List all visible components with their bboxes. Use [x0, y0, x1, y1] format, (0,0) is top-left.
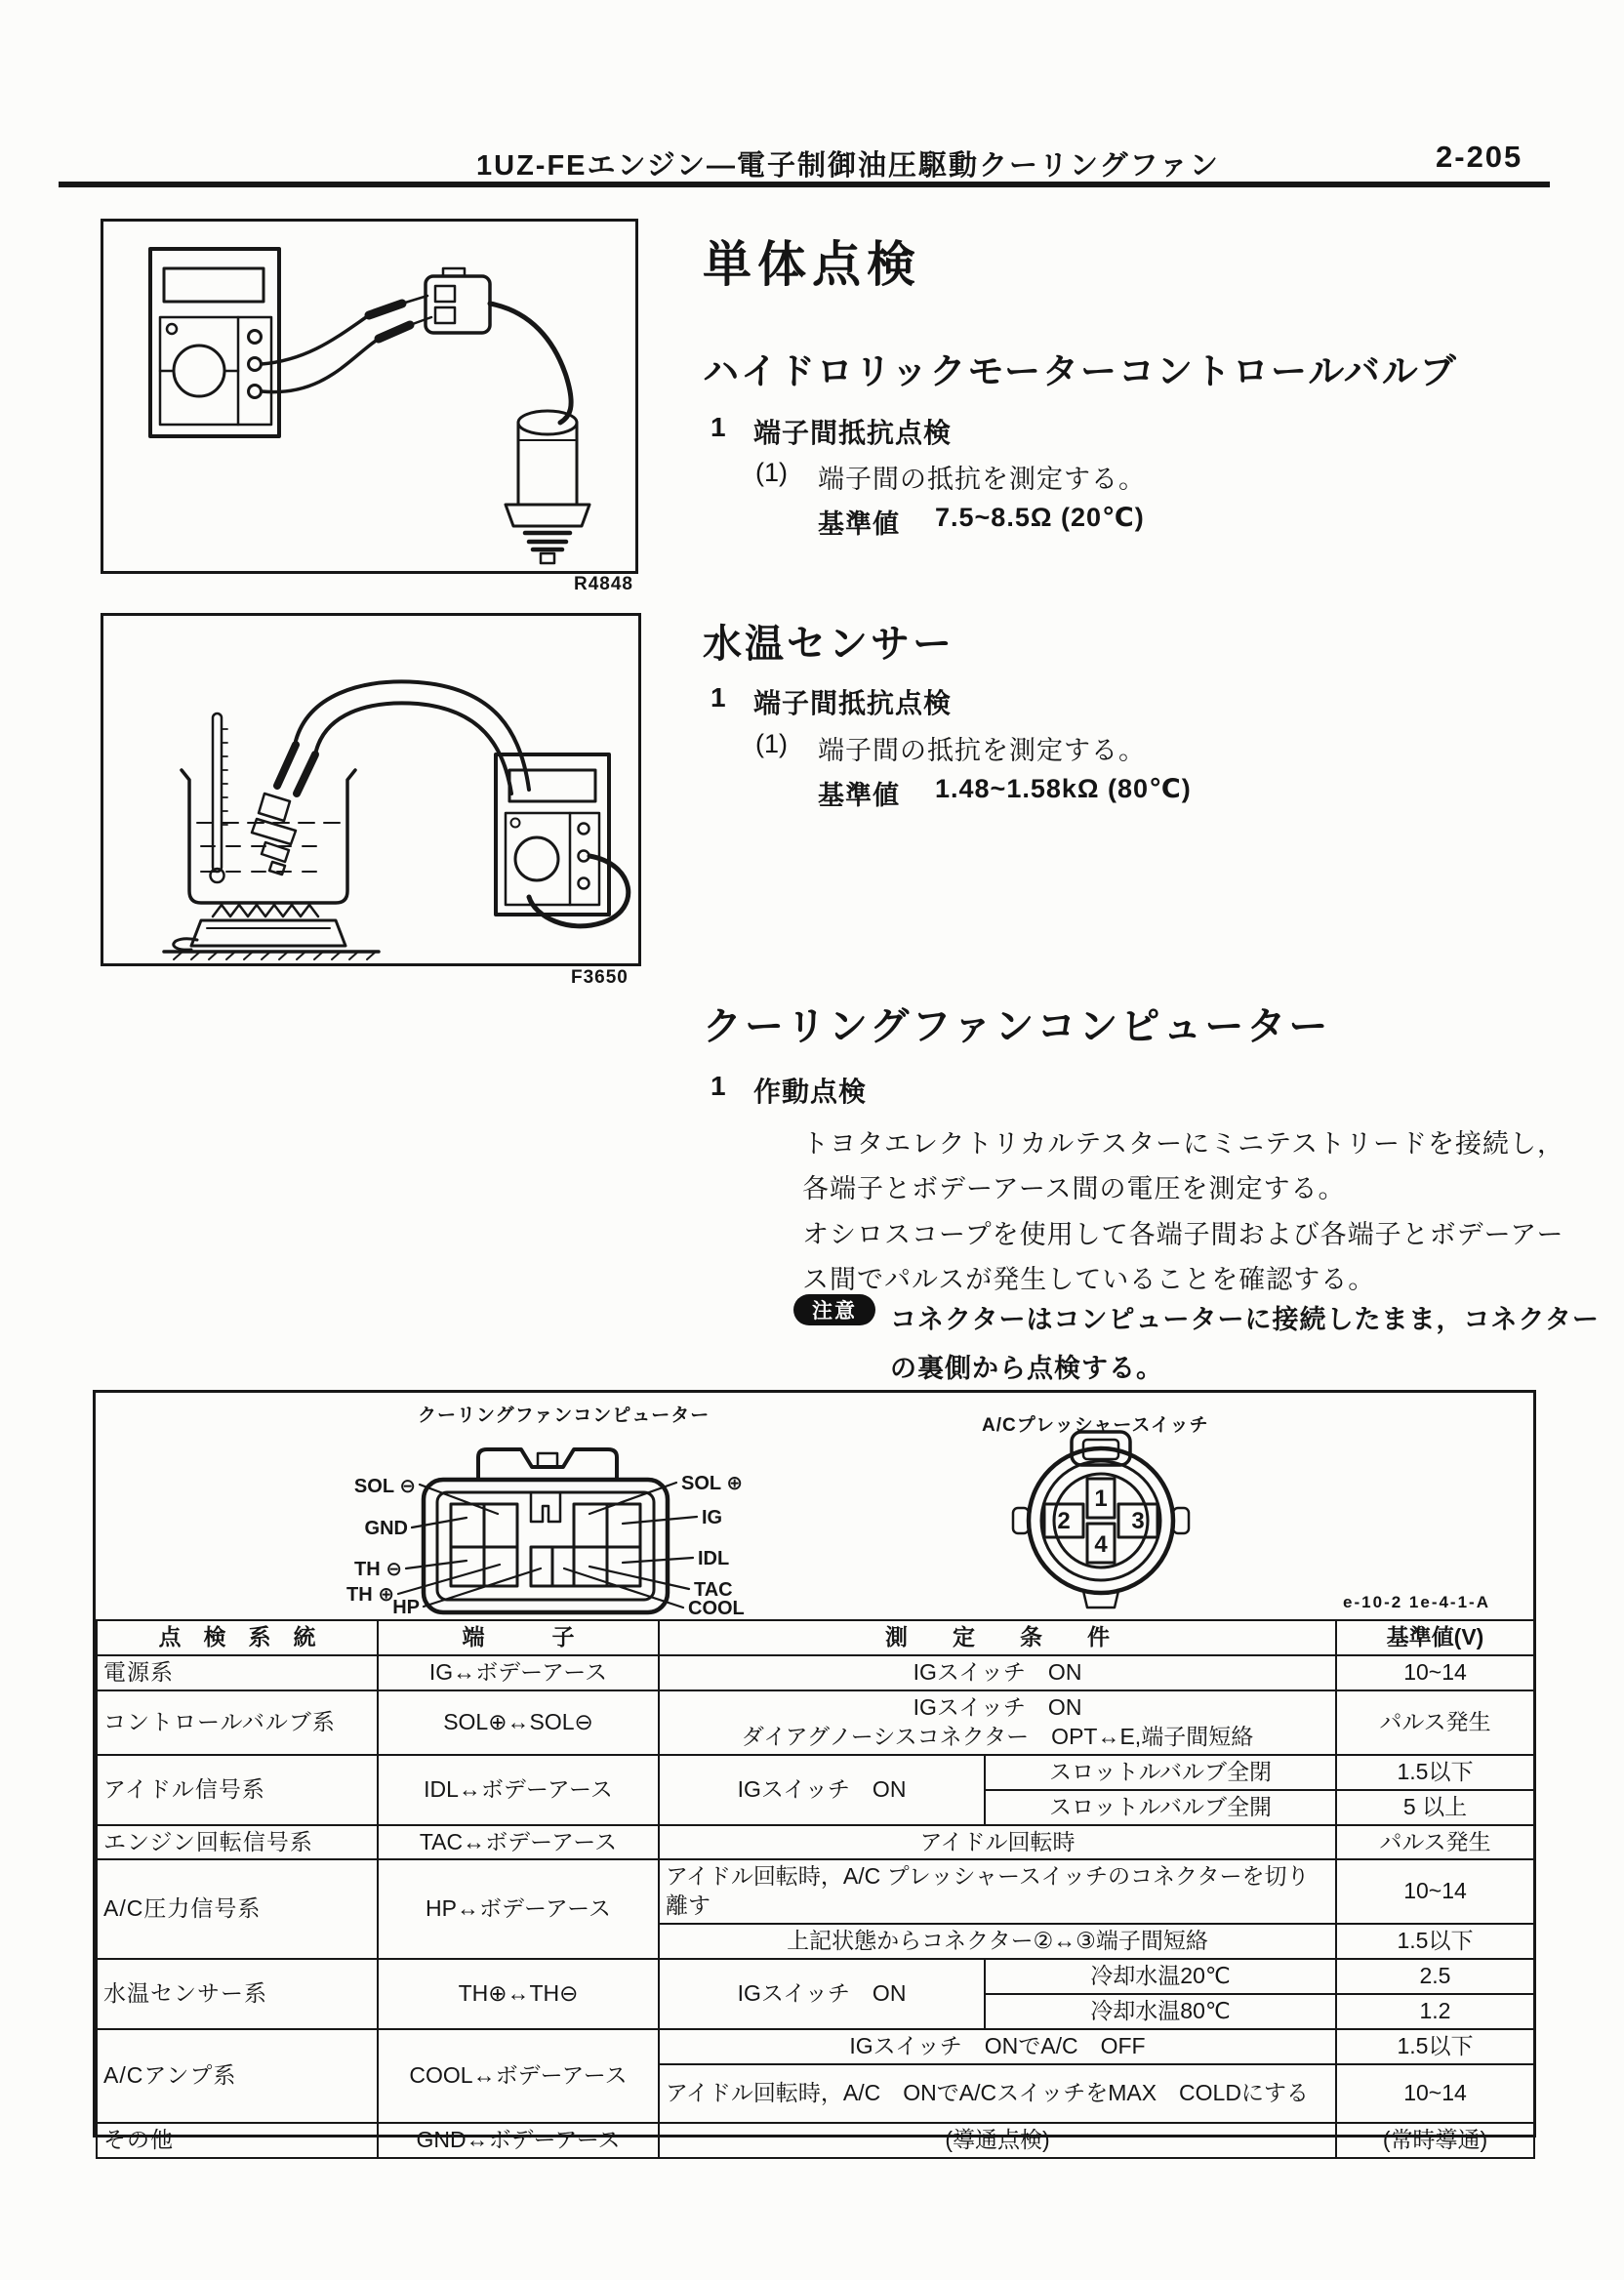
caution-text: コネクターはコンピューターに接続したまま，コネクター: [890, 1305, 1600, 1334]
item-number: (1): [755, 729, 788, 758]
probe-clip: [369, 304, 402, 315]
procedure-text: 各端子とボデーアース間の電圧を測定する。: [802, 1174, 1346, 1203]
terminal-cell: [531, 1547, 552, 1586]
figure-sensor-check: [101, 613, 641, 966]
table-row: [97, 2123, 1534, 2158]
value-cell: (常時導通): [1336, 2123, 1534, 2158]
system-cell: 電源系: [97, 1655, 378, 1690]
condition-cell: IGスイッチ ON: [659, 1655, 1336, 1690]
ac-pressure-switch-title: A/Cプレッシャースイッチ: [982, 1415, 1209, 1436]
condition-cell: アイドル回転時: [659, 1825, 1336, 1860]
table-row: [97, 1755, 1534, 1790]
sensor-body: [259, 794, 290, 821]
spec-label: 基準値: [818, 781, 900, 810]
caution-badge: 注意: [793, 1294, 875, 1325]
multimeter-panel: [506, 813, 599, 905]
probe-clip: [277, 745, 296, 786]
value-cell: 10~14: [1336, 1859, 1534, 1924]
multimeter-terminal: [249, 331, 262, 344]
sensor-check-illustration: [103, 616, 638, 963]
pin-label-idl: IDL: [698, 1548, 730, 1569]
condition-cell: アイドル回転時，A/C ONでA/CスイッチをMAX COLDにする: [659, 2064, 1336, 2123]
sub-condition-cell: 冷却水温80℃: [985, 1994, 1336, 2029]
terminal-cell: [607, 1547, 640, 1586]
multimeter-terminal: [579, 824, 589, 835]
col-header-value: 基準値(V): [1336, 1620, 1534, 1655]
terminal-cell: [607, 1504, 640, 1547]
terminal-cell: IG↔ボデーアース: [378, 1655, 659, 1690]
side-tab: [1013, 1508, 1029, 1533]
ac-pressure-switch-connector: [974, 1426, 1247, 1615]
pin-number: 4: [1094, 1531, 1108, 1558]
pin-label-sol-minus: SOL ⊖: [353, 1476, 416, 1497]
valve-tip: [541, 553, 554, 563]
cooling-fan-computer-connector-title: クーリングファンコンピューター: [418, 1405, 710, 1426]
table-row: [97, 1825, 1534, 1860]
page-title: 1UZ-FEエンジン―電子制御油圧駆動クーリングファン: [476, 150, 1220, 182]
system-cell: A/Cアンプ系: [97, 2029, 378, 2123]
step-title: 端子間抵抗点検: [753, 688, 953, 718]
condition-cell: (導通点検): [659, 2123, 1336, 2158]
test-lead: [316, 703, 511, 794]
flame: [213, 905, 318, 916]
terminal-cell: [451, 1547, 484, 1586]
section-heading-cooling-fan-computer: クーリングファンコンピューター: [703, 1005, 1331, 1048]
value-cell: 10~14: [1336, 2064, 1534, 2123]
step-number: 1: [710, 682, 726, 712]
col-header-terminal: 端 子: [378, 1620, 659, 1655]
terminal-cell: GND↔ボデーアース: [378, 2123, 659, 2158]
sub-condition-cell: スロットルバルブ全開: [985, 1790, 1336, 1825]
terminal-cell: [451, 1504, 484, 1547]
terminal-cell: HP↔ボデーアース: [378, 1859, 659, 1959]
terminal-cell: COOL↔ボデーアース: [378, 2029, 659, 2123]
value-cell: パルス発生: [1336, 1690, 1534, 1755]
value-cell: 2.5: [1336, 1959, 1534, 1994]
probe-clip: [297, 754, 315, 794]
system-cell: コントロールバルブ系: [97, 1690, 378, 1755]
table-row: [97, 1655, 1534, 1690]
figure-code: R4848: [574, 574, 633, 594]
item-text: 端子間の抵抗を測定する。: [818, 736, 1146, 765]
value-cell: 10~14: [1336, 1655, 1534, 1690]
caution-text: の裏側から点検する。: [890, 1354, 1163, 1383]
pin-label-hp: HP: [392, 1597, 420, 1615]
pin-label-cool: COOL: [688, 1598, 745, 1615]
pin-label-th-minus: TH ⊖: [354, 1559, 402, 1580]
col-header-condition: 測 定 条 件: [659, 1620, 1336, 1655]
valve-harness: [490, 304, 571, 423]
figure-code: F3650: [571, 967, 629, 988]
condition-line: IGスイッチ ON: [913, 1693, 1082, 1720]
procedure-text: ス間でパルスが発生していることを確認する。: [802, 1265, 1376, 1294]
diagram-ref-code: e-10-2 1e-4-1-A: [1343, 1593, 1490, 1611]
valve-hex-nut: [506, 505, 589, 526]
step-title: 作動点検: [753, 1077, 868, 1107]
stove-body: [191, 920, 345, 946]
pin-number: 3: [1131, 1508, 1145, 1534]
terminal-cell: [552, 1547, 574, 1586]
item-number: (1): [755, 458, 788, 487]
pin-number: 2: [1057, 1508, 1071, 1534]
valve-check-illustration: [103, 222, 635, 571]
condition-cell: IGスイッチ ON: [659, 1959, 985, 2029]
multimeter-display: [164, 268, 264, 302]
probe-clip: [379, 325, 410, 339]
subheading-hydraulic-motor-control-valve: ハイドロリックモーターコントロールバルブ: [703, 351, 1458, 391]
table-row: [97, 1959, 1534, 1994]
table-row: [97, 1859, 1534, 1924]
system-cell: 水温センサー系: [97, 1959, 378, 2029]
leader-lines: [398, 1483, 697, 1608]
inspection-spec-table: [96, 1619, 1535, 2159]
value-cell: 1.5以下: [1336, 1924, 1534, 1959]
spec-value: 7.5~8.5Ω (20℃): [935, 503, 1145, 532]
sub-condition-cell: スロットルバルブ全閉: [985, 1755, 1336, 1790]
thermometer: [213, 713, 222, 872]
connector-keyway: [531, 1492, 560, 1522]
condition-cell: アイドル回転時，A/C プレッシャースイッチのコネクターを切り離す: [659, 1859, 1336, 1924]
value-cell: パルス発生: [1336, 1825, 1534, 1860]
col-header-system: 点 検 系 統: [97, 1620, 378, 1655]
step-title: 端子間抵抗点検: [753, 418, 953, 448]
multimeter-dial: [174, 346, 224, 396]
multimeter-display: [509, 770, 595, 801]
terminal-cell: TAC↔ボデーアース: [378, 1825, 659, 1860]
terminal-cell: SOL⊕↔SOL⊖: [378, 1690, 659, 1755]
multimeter-body: [496, 754, 609, 915]
system-cell: エンジン回転信号系: [97, 1825, 378, 1860]
system-cell: A/C圧力信号系: [97, 1859, 378, 1959]
step-number: 1: [710, 1071, 726, 1101]
section-heading-water-temp-sensor: 水温センサー: [703, 623, 954, 666]
value-cell: 1.5以下: [1336, 1755, 1534, 1790]
connector-diagram-band: [96, 1393, 1533, 1619]
multimeter-dial: [515, 837, 558, 880]
terminal-cell: [574, 1504, 607, 1547]
table-header-row: [97, 1620, 1534, 1655]
spec-table-frame: [93, 1390, 1536, 2152]
page-number: 2-205: [1436, 140, 1523, 174]
terminal-cell: IDL↔ボデーアース: [378, 1755, 659, 1825]
pin-label-th-plus: TH ⊕: [346, 1584, 394, 1606]
spec-label: 基準値: [818, 509, 900, 539]
pin-label-tac: TAC: [694, 1579, 733, 1601]
system-cell: アイドル信号系: [97, 1755, 378, 1825]
terminal-cell: TH⊕↔TH⊖: [378, 1959, 659, 2029]
system-cell: その他: [97, 2123, 378, 2158]
multimeter-terminal: [579, 878, 589, 889]
value-cell: 1.5以下: [1336, 2029, 1534, 2064]
sensor-tip: [269, 862, 285, 875]
multimeter-terminal: [249, 358, 262, 371]
condition-cell: 上記状態からコネクター②↔③端子間短絡: [659, 1924, 1336, 1959]
condition-cell: IGスイッチ ON: [659, 1755, 985, 1825]
stove-handle: [174, 939, 197, 950]
header-rule: [59, 182, 1550, 187]
figure-valve-check: [101, 219, 638, 574]
multimeter-terminal: [249, 386, 262, 398]
table-row: [97, 1690, 1534, 1755]
spec-value: 1.48~1.58kΩ (80℃): [935, 774, 1192, 803]
pin-label-gnd: GND: [364, 1518, 408, 1539]
step-number: 1: [710, 412, 726, 442]
sub-condition-cell: 冷却水温20℃: [985, 1959, 1336, 1994]
procedure-text: オシロスコープを使用して各端子間および各端子とボデーアー: [802, 1220, 1564, 1249]
cooling-fan-computer-connector: [330, 1414, 818, 1615]
procedure-text: トヨタエレクトリカルテスターにミニテストリードを接続し，: [802, 1129, 1565, 1159]
pin-number: 1: [1094, 1486, 1108, 1512]
value-cell: 5 以上: [1336, 1790, 1534, 1825]
pin-label-ig: IG: [702, 1507, 723, 1528]
value-cell: 1.2: [1336, 1994, 1534, 2029]
connector-outline: [1029, 1448, 1173, 1593]
condition-cell: [659, 1690, 1336, 1755]
condition-cell: IGスイッチ ONでA/C OFF: [659, 2029, 1336, 2064]
condition-line: ダイアグノーシスコネクター OPT↔E,端子間短絡: [741, 1723, 1254, 1749]
table-row: [97, 2029, 1534, 2064]
valve-connector: [426, 276, 490, 333]
side-tab: [1173, 1508, 1189, 1533]
item-text: 端子間の抵抗を測定する。: [818, 465, 1146, 494]
pin-label-sol-plus: SOL ⊕: [681, 1473, 744, 1494]
section-heading-unit-inspection: 単体点検: [703, 237, 921, 292]
